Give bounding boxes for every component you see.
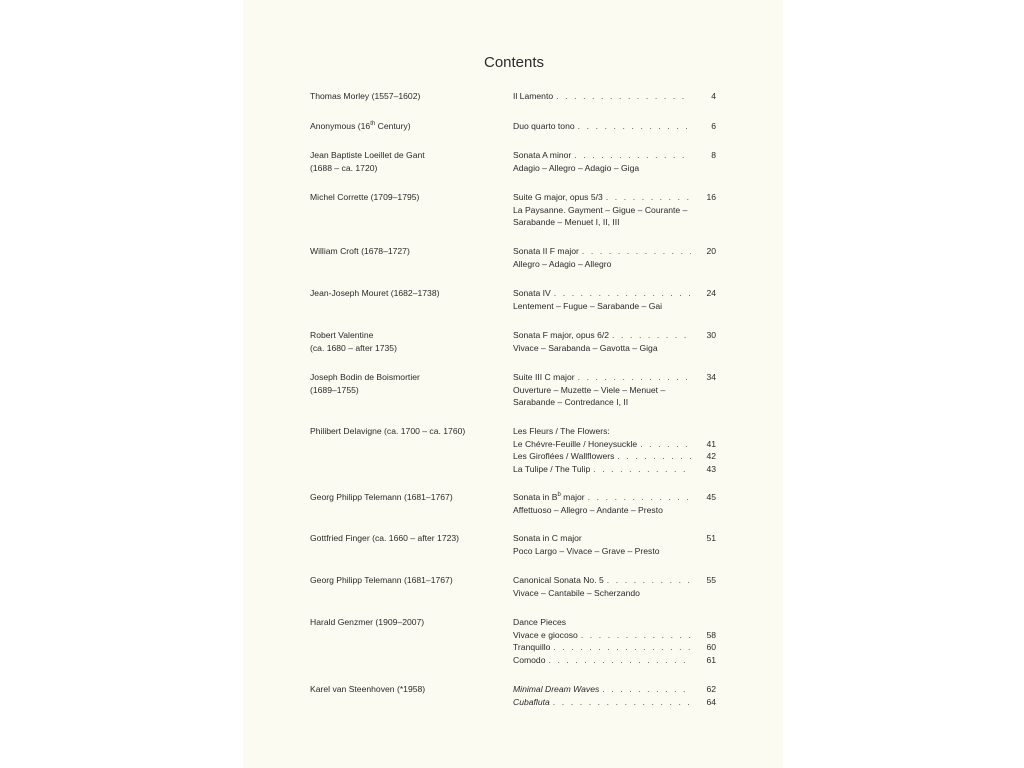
page-number: 34 — [706, 372, 716, 382]
page-number: 45 — [706, 492, 716, 502]
works-list — [513, 191, 716, 229]
work-line: Duo quarto tono . . . 6 — [513, 120, 716, 133]
works-list — [513, 371, 716, 409]
composer-name: Robert Valentine (ca. 1680 – after 1735) — [310, 330, 397, 353]
work-line: Il Lamento . . . 4 — [513, 90, 716, 103]
work-line: Canonical Sonata No. 5 . . . 55 — [513, 574, 716, 587]
work-movements: Ouverture – Muzette – Viele – Menuet – — [513, 384, 666, 395]
composer-name: Harald Genzmer (1909–2007) — [310, 617, 425, 627]
page-number: 20 — [706, 246, 716, 256]
page-number: 6 — [711, 121, 716, 131]
page-title: Contents — [484, 54, 545, 71]
composer-name: Thomas Morley (1557–1602) — [310, 91, 421, 101]
work-line: Tranquillo . . . 60 — [513, 641, 716, 654]
work-line: Suite G major, opus 5/3 . . . 16 — [513, 191, 716, 204]
work-line: Minimal Dream Waves . . . 62 — [513, 683, 716, 696]
page-number: 55 — [706, 575, 716, 585]
work-line: Sonata F major, opus 6/2 . . . 30 — [513, 329, 716, 342]
works-list — [513, 245, 716, 270]
page-number: 16 — [706, 192, 716, 202]
composer-name: Michel Corrette (1709–1795) — [310, 192, 420, 202]
page-number: 24 — [706, 288, 716, 298]
work-line: Sonata in C major 51 — [513, 533, 716, 543]
work-movements: Sarabande – Contredance I, II — [513, 397, 629, 407]
work-movements: Lentement – Fugue – Sarabande – Gai — [513, 300, 663, 311]
works-list — [513, 491, 716, 516]
work-line: Sonata in $B^b$ major . . . 45 — [513, 491, 716, 504]
composer-name: Jean Baptiste Loeillet de Gant (1688 – ca. 1720) — [310, 150, 425, 173]
works-list — [513, 287, 716, 312]
work-movements: Allegro – Adagio – Allegro — [513, 258, 612, 269]
work-line: Cubafluta . . . 64 — [513, 696, 716, 709]
work-movements: Poco Largo – Vivace – Grave – Presto — [513, 545, 660, 556]
work-line: Sonata II F major . . . 20 — [513, 245, 716, 258]
work-line: Suite III C major . . . 34 — [513, 371, 716, 384]
work-movements: Adagio – Allegro – Adagio – Giga — [513, 162, 640, 173]
work-heading: Dance Pieces — [513, 617, 567, 627]
work-line: Le Chévre-Feuille / Honeysuckle . . . 41 — [513, 438, 716, 451]
composer-name: Joseph Bodin de Boismortier (1689–1755) — [310, 372, 420, 395]
works-list — [513, 683, 716, 708]
works-list — [513, 532, 716, 557]
work-movements: Sarabande – Menuet I, II, III — [513, 217, 620, 227]
composer-name: Karel van Steenhoven (*1958) — [310, 684, 426, 694]
composer-name: Anonymous (16th Century) — [310, 121, 411, 131]
works-list — [513, 149, 716, 174]
work-line: Les Giroflées / Wallflowers . . . 42 — [513, 450, 716, 463]
work-movements: Vivace – Sarabanda – Gavotta – Giga — [513, 342, 658, 353]
composer-name: Jean-Joseph Mouret (1682–1738) — [310, 288, 440, 298]
composer-name: Georg Philipp Telemann (1681–1767) — [310, 492, 453, 502]
work-movements: Affettuoso – Allegro – Andante – Presto — [513, 504, 663, 515]
works-list — [513, 120, 716, 133]
page-number: 30 — [706, 330, 716, 340]
work-line: Comodo . . . 61 — [513, 654, 716, 667]
composer-name: Philibert Delavigne (ca. 1700 – ca. 1760) — [310, 426, 466, 436]
works-list — [513, 90, 716, 103]
page-number: 58 — [706, 629, 716, 640]
works-list — [513, 329, 716, 354]
work-movements: Vivace – Cantabile – Scherzando — [513, 587, 640, 598]
page-number: 43 — [706, 463, 716, 474]
work-heading: Les Fleurs / The Flowers: — [513, 426, 610, 436]
page-number: 8 — [711, 150, 716, 160]
composer-name: Georg Philipp Telemann (1681–1767) — [310, 575, 453, 585]
page-number: 4 — [711, 91, 716, 101]
page-number: 61 — [706, 654, 716, 665]
page-number: 60 — [706, 642, 716, 652]
page-number: 41 — [706, 438, 716, 449]
works-list — [513, 574, 716, 599]
work-line: La Tulipe / The Tulip . . . 43 — [513, 463, 716, 476]
page-number: 64 — [706, 696, 716, 707]
work-movements: La Paysanne. Gayment – Gigue – Courante – — [513, 204, 688, 215]
page-number: 62 — [706, 684, 716, 694]
works-list — [513, 425, 716, 475]
works-list — [513, 616, 716, 666]
work-line: Vivace e giocoso . . . 58 — [513, 629, 716, 642]
work-line: Sonata A minor . . . 8 — [513, 149, 716, 162]
page-number: 51 — [706, 533, 716, 543]
composer-name: Gottfried Finger (ca. 1660 – after 1723) — [310, 533, 460, 543]
work-line: Sonata IV . . . 24 — [513, 287, 716, 300]
page-number: 42 — [706, 451, 716, 461]
composer-name: William Croft (1678–1727) — [310, 246, 410, 256]
